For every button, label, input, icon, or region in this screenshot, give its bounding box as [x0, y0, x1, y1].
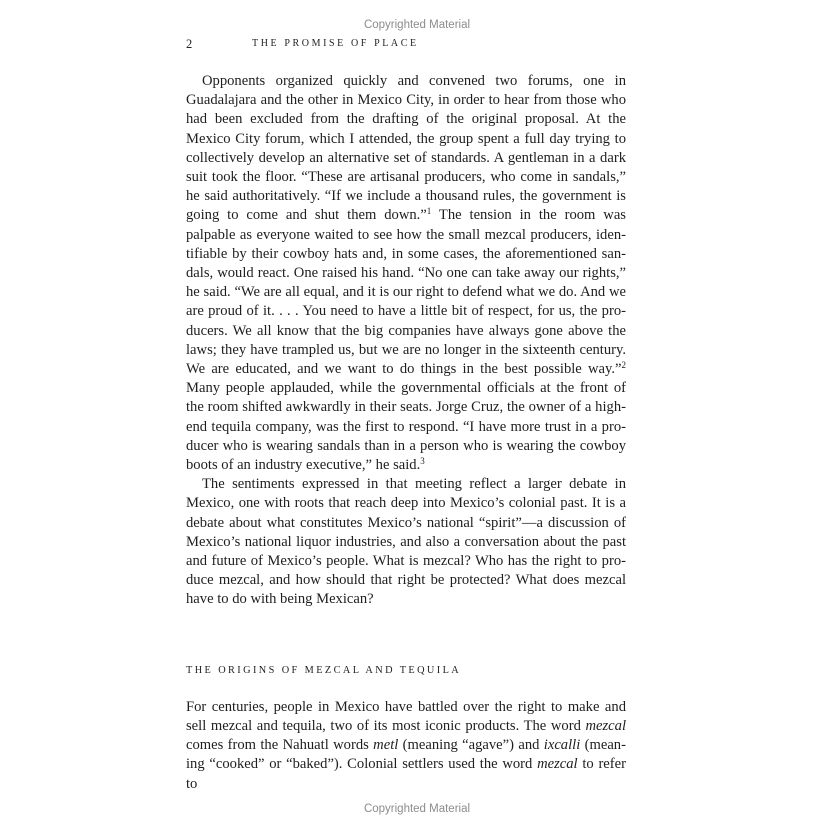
page-number: 2: [186, 37, 193, 51]
running-title: THE PROMISE OF PLACE: [252, 38, 419, 49]
text-span: (meaning “cooked” or “baked”). Colonial settlers used the word: [186, 737, 626, 773]
footnote-ref-3[interactable]: 3: [420, 456, 425, 467]
text-span: comes from the Nahuatl words: [186, 737, 374, 754]
section-heading: THE ORIGINS OF MEZCAL AND TEQUILA: [186, 664, 462, 676]
text-span: Opponents organized quickly and convened two forums, one in Guadalajara and the other in Mexico City, in order to hear from those who had been excluded from the drafting of the original proposal. At the Mexico City forum, which I attended, the group spent a full day trying to collectively develop an alternative set of standards. A gentleman in a dark suit took the floor. “These are artisanal producers, who come in sandals,” he said authoritatively. “If we include a thousand rules, the government is going to come and shut them down.”: [186, 73, 626, 224]
text-span: The tension in the room was palpable as everyone waited to see how the small mezcal producers, identifiable by their cowboy hats and, in some cases, the aforementioned sandals, would react. One raised his hand. “No one can take away our rights,” he said. “We are all equal, and it is our right to defend what we do. And we are proud of it. . . . You need to have a little bit of respect, for us, the producers. We all know that the big companies have always gone above the laws; they have trampled us, but we are no longer in the sixteenth century. We are educated, and we want to do things in the best possible way.”: [186, 207, 626, 378]
italic-term: metl: [373, 737, 399, 754]
italic-term: mezcal: [537, 756, 578, 773]
text-span: (meaning “agave”) and: [398, 737, 544, 754]
paragraph-origins: [186, 698, 626, 794]
text-span: For centuries, people in Mexico have battled over the right to make and sell mezcal and tequila, two of its most iconic products. The word: [186, 698, 626, 734]
text-span: Many people applauded, while the governmental officials at the front of the room shifted awkwardly in their seats. Jorge Cruz, the owner of a highend tequila company, was the first to respond. “I have more trust in a producer who is wearing sandals than in a person who is wearing the cowboy boots of an industry executive,” he said.: [186, 380, 626, 474]
copyright-watermark-top: Copyrighted Material: [363, 19, 471, 31]
paragraph-forums: [186, 72, 626, 475]
footnote-ref-1[interactable]: 1: [426, 206, 432, 217]
italic-term: ixcalli: [543, 737, 581, 754]
body-text: [186, 72, 626, 794]
text-span: to refer to: [186, 756, 626, 792]
italic-term: mezcal: [585, 717, 626, 734]
copyright-watermark-bottom: Copyrighted Material: [363, 803, 471, 815]
footnote-ref-2[interactable]: 2: [621, 360, 626, 371]
running-head: [186, 37, 626, 53]
paragraph-sentiments: The sentiments expressed in that meeting reflect a larger debate in Mexico, one with roots that reach deep into Mexico’s colonial past. It is a debate about what constitutes Mexico’s national “spirit”—a discussion of Mexico’s national liquor industries, and also a conversation about the past and future of Mexico’s people. What is mezcal? Who has the right to produce mezcal, and how should that right be protected? What does mezcal have to do with being Mexican?: [186, 476, 626, 608]
